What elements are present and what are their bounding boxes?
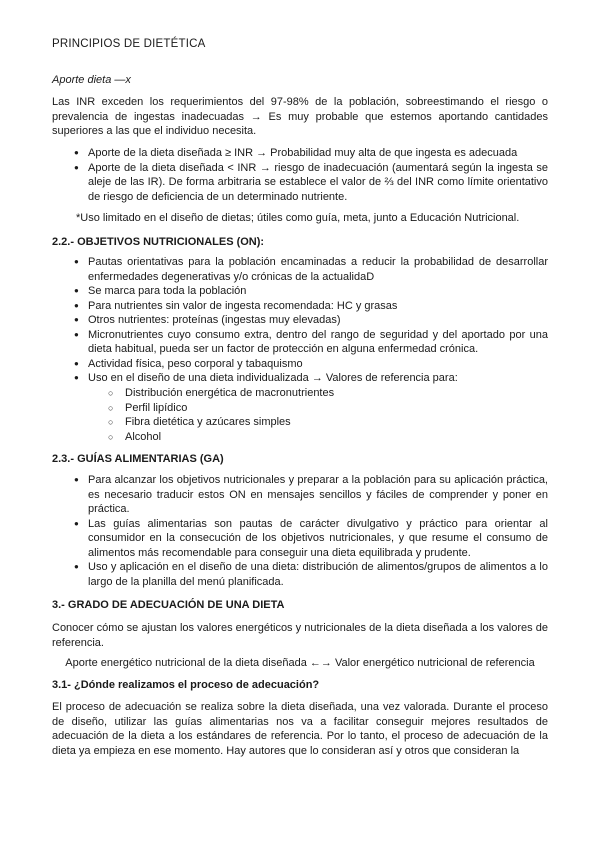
- list-item: ● Pautas orientativas para la población encaminadas a reducir la probabilidad de desarrollar enfermedades degenerativas y/o crónicas de la actualidaD: [52, 255, 548, 284]
- list-item: ● Para alcanzar los objetivos nutricionales y preparar a la población para su aplicación práctica, es necesario traducir estos ON en mensajes sencillos y fáciles de comprender y poner en práctica.: [52, 473, 548, 517]
- list-item: ● Las guías alimentarias son pautas de carácter divulgativo y práctico para orientar al consumidor en la consecución de los objetivos nutricionales, y que resume el consumo de alimentos más recomendable para conseguir una dieta equilibrada y prudente.: [52, 517, 548, 561]
- list-item: ○ Perfil lipídico: [52, 401, 548, 416]
- section-2-3-bullet-list: [52, 473, 548, 589]
- section-3-heading: 3.- GRADO DE ADECUACIÓN DE UNA DIETA: [52, 599, 285, 611]
- aporte-paragraph: Las INR exceden los requerimientos del 97-98% de la población, sobreestimando el riesgo o prevalencia de ingestas inadecuadas → Es muy probable que estemos aportando cantidades superiores a las que el individuo necesita.: [52, 96, 548, 137]
- section-2-3-heading: 2.3.- GUÍAS ALIMENTARIAS (GA): [52, 453, 224, 465]
- section-3-1-heading: 3.1- ¿Dónde realizamos el proceso de adecuación?: [52, 679, 320, 691]
- section-3-formula: Aporte energético nutricional de la dieta diseñada ←→ Valor energético nutricional de referencia: [65, 657, 535, 669]
- aporte-note: *Uso limitado en el diseño de dietas; útiles como guía, meta, junto a Educación Nutricional.: [76, 212, 520, 224]
- list-item: ● Uso y aplicación en el diseño de una dieta: distribución de alimentos/grupos de alimentos a lo largo de la planilla del menú planificada.: [52, 560, 548, 589]
- list-item: ○ Alcohol: [52, 430, 548, 445]
- list-item: ● Se marca para toda la población: [52, 284, 548, 299]
- section-2-2-sub-list: [52, 386, 548, 444]
- aporte-bullet-list: [52, 146, 548, 204]
- aporte-heading: Aporte dieta —x: [52, 74, 131, 86]
- list-item: ● Aporte de la dieta diseñada ≥ INR → Probabilidad muy alta de que ingesta es adecuada: [52, 146, 548, 161]
- page-header-title: PRINCIPIOS DE DIETÉTICA: [52, 38, 206, 50]
- list-item: ● Actividad física, peso corporal y tabaquismo: [52, 357, 548, 372]
- list-item: ● Aporte de la dieta diseñada < INR → riesgo de inadecuación (aumentará según la ingesta se aleje de las IR). De forma arbitraria se establece el valor de ⅔ del INR como límite orientativo de riesgo de deficiencia de un determinado nutriente.: [52, 161, 548, 205]
- section-2-2-bullet-list: [52, 255, 548, 386]
- list-item: ○ Distribución energética de macronutrientes: [52, 386, 548, 401]
- section-2-2-heading: 2.2.- OBJETIVOS NUTRICIONALES (ON):: [52, 236, 265, 248]
- list-item: ● Micronutrientes cuyo consumo extra, dentro del rango de seguridad y del aportado por una dieta habitual, pueda ser un factor de protección en alguna enfermedad crónica.: [52, 328, 548, 357]
- list-item: ○ Fibra dietética y azúcares simples: [52, 415, 548, 430]
- list-item: ● Uso en el diseño de una dieta individualizada → Valores de referencia para:: [52, 371, 548, 386]
- section-3-paragraph: Conocer cómo se ajustan los valores energéticos y nutricionales de la dieta diseñada a los valores de referencia.: [52, 622, 548, 649]
- list-item: ● Otros nutrientes: proteínas (ingestas muy elevadas): [52, 313, 548, 328]
- section-3-1-paragraph: El proceso de adecuación se realiza sobre la dieta diseñada, una vez valorada. Durante el proceso de diseño, utilizar las guías alimentarias nos va a facilitar conseguir mejores resultados de adecuación de la dieta a los estándares de referencia. Por lo tanto, el proceso de adecuación de la dieta ya empieza en ese momento. Hay autores que lo consideran así y otros que consideran la: [52, 701, 548, 757]
- list-item: ● Para nutrientes sin valor de ingesta recomendada: HC y grasas: [52, 299, 548, 314]
